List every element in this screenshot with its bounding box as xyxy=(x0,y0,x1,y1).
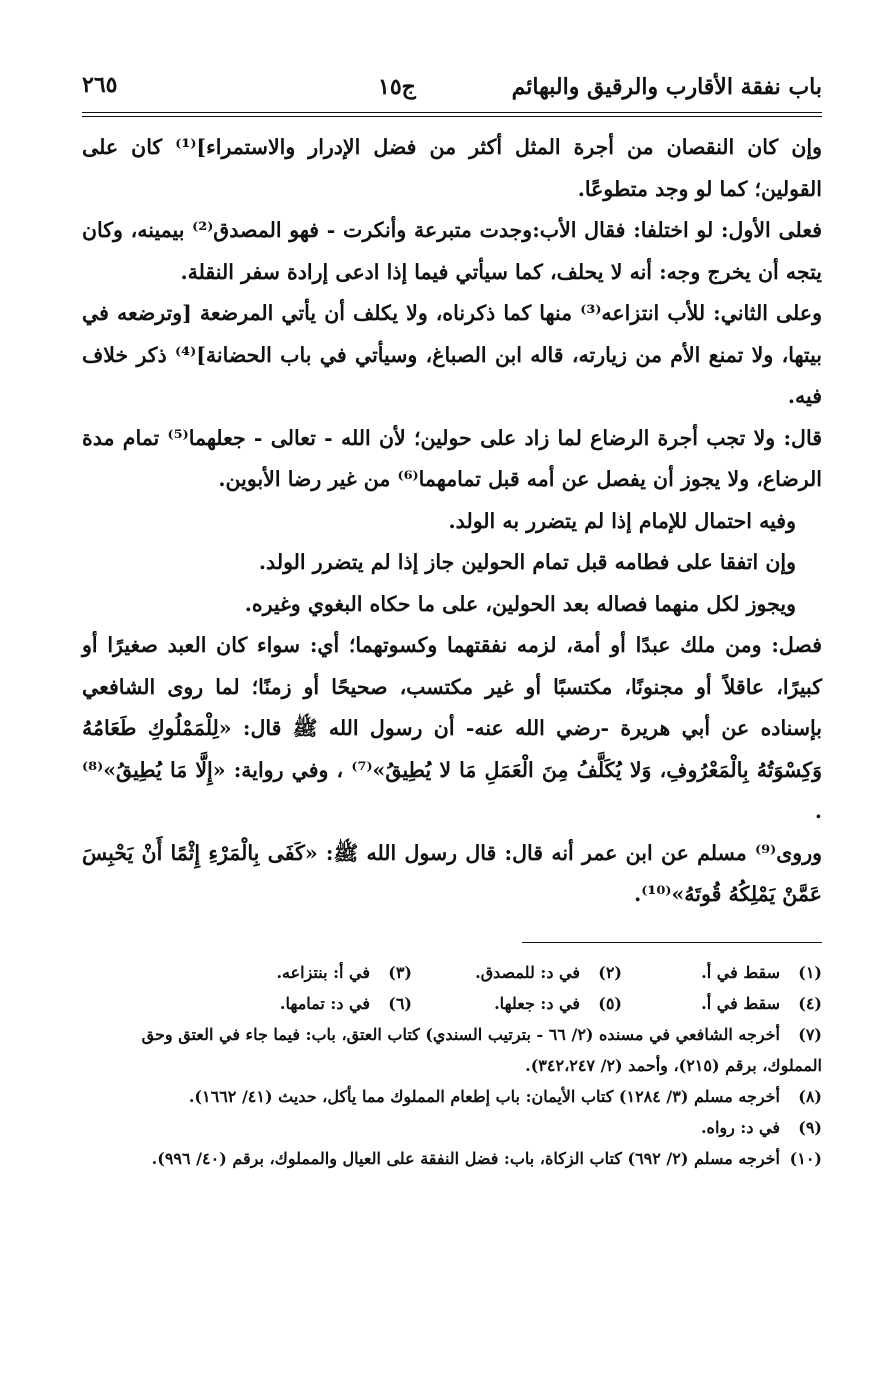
book-page xyxy=(82,70,822,1174)
footnote: (٥)في د: جعلها. xyxy=(494,993,622,1013)
paragraph: وعلى الثاني: للأب انتزاعه⁽³⁾ منها كما ذكرناه، ولا يكلف أن يأتي المرضعة [وترضعه في بيتها، ولا تمنع الأم من زيارته، قاله ابن الصباغ، وسيأتي في باب الحضانة]⁽⁴⁾ ذكر خلاف فيه. xyxy=(82,301,822,408)
footnotes xyxy=(82,957,822,1174)
footnote: (١٠)أخرجه مسلم (٢/ ٦٩٢) كتاب الزكاة، باب: فضل النفقة على العيال والمملوك، برقم (٤٠/ ٩٩٦). xyxy=(151,1148,822,1168)
chapter-title: باب نفقة الأقارب والرقيق والبهائم xyxy=(511,74,822,100)
footnote: (٢)في د: للمصدق. xyxy=(475,962,622,982)
header-rule-thin xyxy=(82,116,822,117)
page-number: ٢٦٥ xyxy=(82,72,118,98)
paragraph: ويجوز لكل منهما فصاله بعد الحولين، على ما حكاه البغوي وغيره. xyxy=(244,591,796,616)
footnote: (٤)سقط في أ. xyxy=(701,993,822,1013)
footnote: (٧)أخرجه الشافعي في مسنده (٢/ ٦٦ - بترتيب السندي) كتاب العتق، باب: فيما جاء في العتق وحق المملوك، برقم (٢١٥)، وأحمد (٢/ ٣٤٢،٢٤٧). xyxy=(141,1024,822,1075)
page-header xyxy=(82,70,822,110)
header-rule xyxy=(82,112,822,113)
footnote-separator xyxy=(522,942,822,943)
paragraph: فعلى الأول: لو اختلفا: فقال الأب:وجدت متبرعة وأنكرت - فهو المصدق⁽²⁾ بيمينه، وكان يتجه أن يخرج وجه: أنه لا يحلف، كما سيأتي فيما إذا ادعى إرادة سفر النقلة. xyxy=(82,218,823,284)
footnote-row xyxy=(82,957,822,988)
paragraph: قال: ولا تجب أجرة الرضاع لما زاد على حولين؛ لأن الله - تعالى - جعلهما⁽⁵⁾ تمام مدة الرضاع، ولا يجوز أن يفصل عن أمه قبل تمامهما⁽⁶⁾ من غير رضا الأبوين. xyxy=(82,425,822,491)
footnote: (٨)أخرجه مسلم (٣/ ١٢٨٤) كتاب الأيمان: باب إطعام المملوك مما يأكل، حديث (٤١/ ١٦٦٢). xyxy=(188,1086,822,1106)
paragraph: وإن اتفقا على فطامه قبل تمام الحولين جاز إذا لم يتضرر الولد. xyxy=(258,550,796,574)
paragraph: وإن كان النقصان من أجرة المثل أكثر من فضل الإدرار والاستمراء]⁽¹⁾ كان على القولين؛ كما لو وجد متطوعًا. xyxy=(82,135,822,201)
footnote: (٩)في د: رواه. xyxy=(700,1117,822,1137)
paragraph: وفيه احتمال للإمام إذا لم يتضرر به الولد. xyxy=(448,508,796,533)
paragraph: وروى⁽⁹⁾ مسلم عن ابن عمر أنه قال: قال رسول الله ﷺ: «كَفَى بِالْمَرْءِ إِثْمًا أَنْ يَحْبِسَ عَمَّنْ يَمْلِكُهُ قُوتَهُ»⁽¹⁰⁾. xyxy=(82,840,822,906)
footnote: (١)سقط في أ. xyxy=(701,962,822,982)
footnote: (٦)في د: تمامها. xyxy=(279,993,412,1013)
paragraph: فصل: ومن ملك عبدًا أو أمة، لزمه نفقتهما وكسوتهما؛ أي: سواء كان العبد صغيرًا أو كبيرًا، عاقلاً أو مجنونًا، مكتسبًا أو غير مكتسب، صحيحًا أو زمنًا؛ لما روى الشافعي بإسناده عن أبي هريرة -رضي الله عنه- أن رسول الله ﷺ قال: «لِلْمَمْلُوكِ طَعَامُهُ وَكِسْوَتُهُ بِالْمَعْرُوفِ، وَلا يُكَلَّفُ مِنَ الْعَمَلِ مَا لا يُطِيقُ»⁽⁷⁾ ، وفي رواية: «إِلَّا مَا يُطِيقُ»⁽⁸⁾ . xyxy=(82,633,822,823)
footnote-row xyxy=(82,988,822,1019)
footnote: (٣)في أ: بنتزاعه. xyxy=(276,962,412,982)
main-text xyxy=(82,127,822,916)
volume-label: ج١٥ xyxy=(378,74,416,100)
